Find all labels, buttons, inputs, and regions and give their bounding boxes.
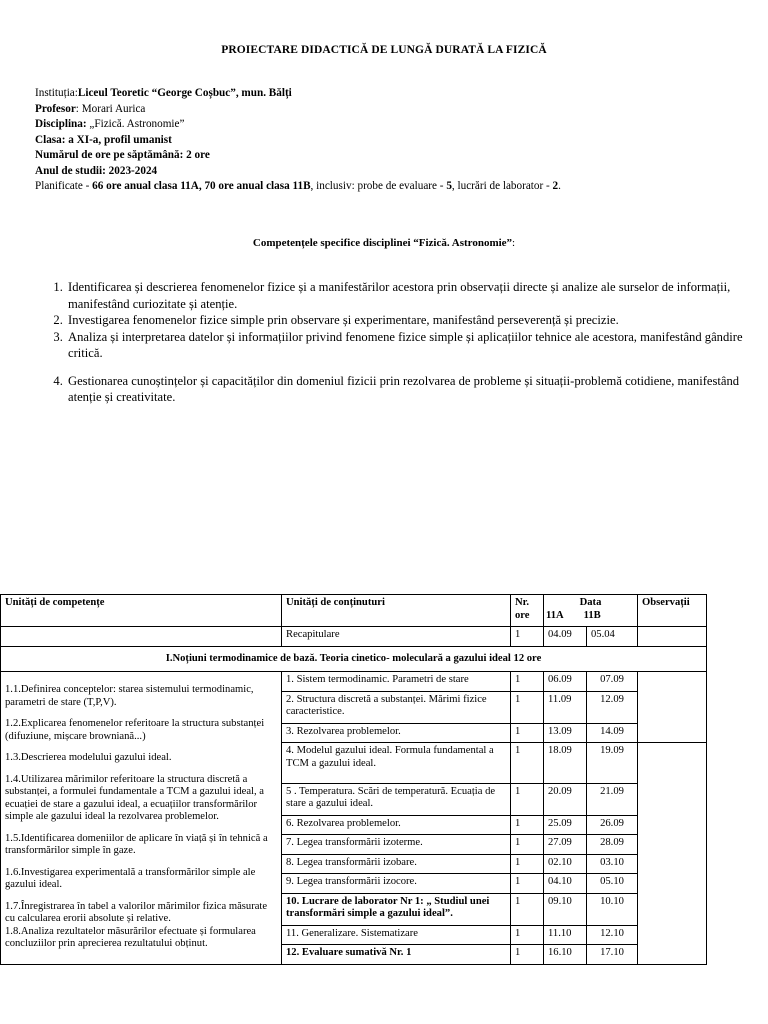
date-11a-cell: 02.10: [544, 854, 587, 874]
competence-item: 1. Identificarea și descrierea fenomenelor fizice și a manifestărilor acestora prin observații directe și analize ale surselor de informații, manifestând curiozitate și atenție.: [66, 279, 766, 312]
hours-cell: 1: [511, 835, 544, 855]
section-row: [1, 646, 707, 672]
header-date-11a: 11A: [546, 609, 564, 621]
date-11a-cell: 20.09: [544, 783, 587, 815]
date-11a-cell: 06.09: [544, 672, 587, 692]
date-11a-cell: 11.09: [544, 691, 587, 723]
date-11a-cell: 25.09: [544, 815, 587, 835]
date-11b-cell: 19.09: [587, 743, 638, 784]
competence-unit: 1.2.Explicarea fenomenelor referitoare la structura substanței (difuziune, mișcare browniană...): [5, 718, 265, 742]
content-cell: 10. Lucrare de laborator Nr 1: „ Studiul unei transformări simple a gazului ideal”.: [282, 893, 511, 925]
content-cell: 5 . Temperatura. Scări de temperatură. Ecuația de stare a gazului ideal.: [282, 783, 511, 815]
competence-item: 4. Gestionarea cunoștințelor și capacităților din domeniul fizicii prin rezolvarea de probleme și situații-problemă cotidiene, manifestând atenție și creativitate.: [66, 373, 766, 406]
date-11b-cell: 07.09: [587, 672, 638, 692]
hours-cell: 1: [511, 672, 544, 692]
header-date: Data 11A 11B: [544, 595, 638, 627]
content-cell: 2. Structura discretă a substanței. Mărimi fizice caracteristice.: [282, 691, 511, 723]
hours-cell: 1: [511, 874, 544, 894]
header-date-11b: 11B: [583, 609, 601, 621]
date-11a-cell: 04.10: [544, 874, 587, 894]
content-cell: 9. Legea transformării izocore.: [282, 874, 511, 894]
header-hours: Nr. ore: [511, 595, 544, 627]
document-title: PROIECTARE DIDACTICĂ DE LUNGĂ DURATĂ LA FIZICĂ: [221, 44, 547, 56]
hours-cell: 1: [511, 815, 544, 835]
competence-unit: 1.5.Identificarea domeniilor de aplicare în viață și în tehnică a transformărilor simple în gaze.: [5, 832, 268, 856]
competences-list: [30, 279, 766, 406]
date-11b-cell: 12.09: [587, 691, 638, 723]
date-11a-cell: 11.10: [544, 925, 587, 945]
discipline-value: „Fizică. Astronomie”: [86, 118, 185, 130]
content-cell: 4. Modelul gazului ideal. Formula fundamental a TCM a gazului ideal.: [282, 743, 511, 784]
hours-cell: 1: [511, 945, 544, 965]
plan-table: [0, 594, 707, 965]
content-cell: 7. Legea transformării izoterme.: [282, 835, 511, 855]
date-11b-cell: 12.10: [587, 925, 638, 945]
header-units-competences: Unități de competențe: [1, 595, 282, 627]
table-body: [1, 672, 707, 965]
date-11a-cell: 13.09: [544, 723, 587, 743]
table-row: [1, 672, 707, 692]
date-11a-cell: 18.09: [544, 743, 587, 784]
competence-units-cell: [1, 672, 282, 965]
hours-cell: 1: [511, 893, 544, 925]
section-title: I.Noțiuni termodinamice de bază. Teoria cinetico- moleculară a gazului ideal 12 ore: [1, 646, 707, 672]
content-cell: 8. Legea transformării izobare.: [282, 854, 511, 874]
class-line: Clasa: a XI-a, profil umanist: [35, 133, 172, 146]
content-cell: 1. Sistem termodinamic. Parametri de stare: [282, 672, 511, 692]
header-units-content: Unități de conținuturi: [282, 595, 511, 627]
teacher-label: Profesor: [35, 102, 76, 115]
date-11a-cell: 09.10: [544, 893, 587, 925]
content-cell: 6. Rezolvarea problemelor.: [282, 815, 511, 835]
date-11b-cell: 21.09: [587, 783, 638, 815]
hours-cell: 1: [511, 691, 544, 723]
year-line: Anul de studii: 2023-2024: [35, 164, 158, 177]
hours-cell: 1: [511, 743, 544, 784]
date-11b-cell: 17.10: [587, 945, 638, 965]
competence-unit: 1.4.Utilizarea mărimilor referitoare la structura discretă a substanței, a formulei fundamentale a TCM a gazului ideal, a ecuației de stare a gazului ideal, a ecuațiilor transformărilor simple ale gazului ideal la rezolvarea problemelor.: [5, 773, 264, 822]
date-11b-cell: 26.09: [587, 815, 638, 835]
institution-line: [35, 86, 561, 102]
competence-unit: 1.1.Definirea conceptelor: starea sistemului termodinamic, parametri de stare (T,P,V).: [5, 684, 254, 708]
hours-cell: 1: [511, 854, 544, 874]
planned-line: Planificate - 66 ore anual clasa 11A, 70 ore anual clasa 11B, inclusiv: probe de evaluare - 5, lucrări de laborator - 2.: [35, 180, 561, 192]
table-header-row: [1, 595, 707, 627]
date-11a-cell: 16.10: [544, 945, 587, 965]
hours-cell: 1: [511, 925, 544, 945]
content-cell: 3. Rezolvarea problemelor.: [282, 723, 511, 743]
discipline-label: Disciplina:: [35, 118, 87, 130]
hours-line: Numărul de ore pe săptămână: 2 ore: [35, 149, 210, 161]
teacher-line: [35, 102, 561, 118]
content-cell: 12. Evaluare sumativă Nr. 1: [282, 945, 511, 965]
date-11b-cell: 14.09: [587, 723, 638, 743]
date-11b-cell: 03.10: [587, 854, 638, 874]
hours-cell: 1: [511, 783, 544, 815]
teacher-value: : Morari Aurica: [75, 102, 146, 115]
competence-item: 3. Analiza și interpretarea datelor și informațiilor privind fenomene fizice simple și aplicațiilor tehnice ale acestora, manifestând gândire critică.: [66, 329, 766, 362]
competence-unit: 1.6.Investigarea experimentală a transformărilor simple ale gazului ideal.: [5, 866, 256, 890]
date-11b-cell: 28.09: [587, 835, 638, 855]
observations-cell: [638, 672, 707, 743]
observations-cell: [638, 743, 707, 965]
competence-item: 2. Investigarea fenomenelor fizice simple prin observare și experimentare, manifestând perseverență și precizie.: [66, 312, 766, 329]
discipline-line: [35, 117, 561, 133]
table-row: Recapitulare 1 04.09 05.04: [1, 627, 707, 647]
date-11b-cell: 10.10: [587, 893, 638, 925]
institution-value: Liceul Teoretic “George Coșbuc”, mun. Bălți: [77, 87, 292, 99]
date-11b-cell: 05.10: [587, 874, 638, 894]
header-observations: Observații: [638, 595, 707, 627]
course-info: [35, 86, 561, 195]
content-cell: 11. Generalizare. Sistematizare: [282, 925, 511, 945]
competences-title: Competențele specifice disciplinei “Fizică. Astronomie”:: [252, 237, 516, 249]
institution-label: Instituția:: [35, 87, 78, 99]
competence-unit: 1.8.Analiza rezultatelor măsurărilor efectuate și formularea concluziilor prin aprecierea rezultatului obținut.: [5, 925, 256, 949]
date-11a-cell: 27.09: [544, 835, 587, 855]
competence-unit: 1.7.Înregistrarea în tabel a valorilor mărimilor fizica măsurate cu calcularea erorii absolute și relative.: [5, 900, 268, 924]
hours-cell: 1: [511, 723, 544, 743]
competence-unit: 1.3.Descrierea modelului gazului ideal.: [5, 752, 172, 763]
